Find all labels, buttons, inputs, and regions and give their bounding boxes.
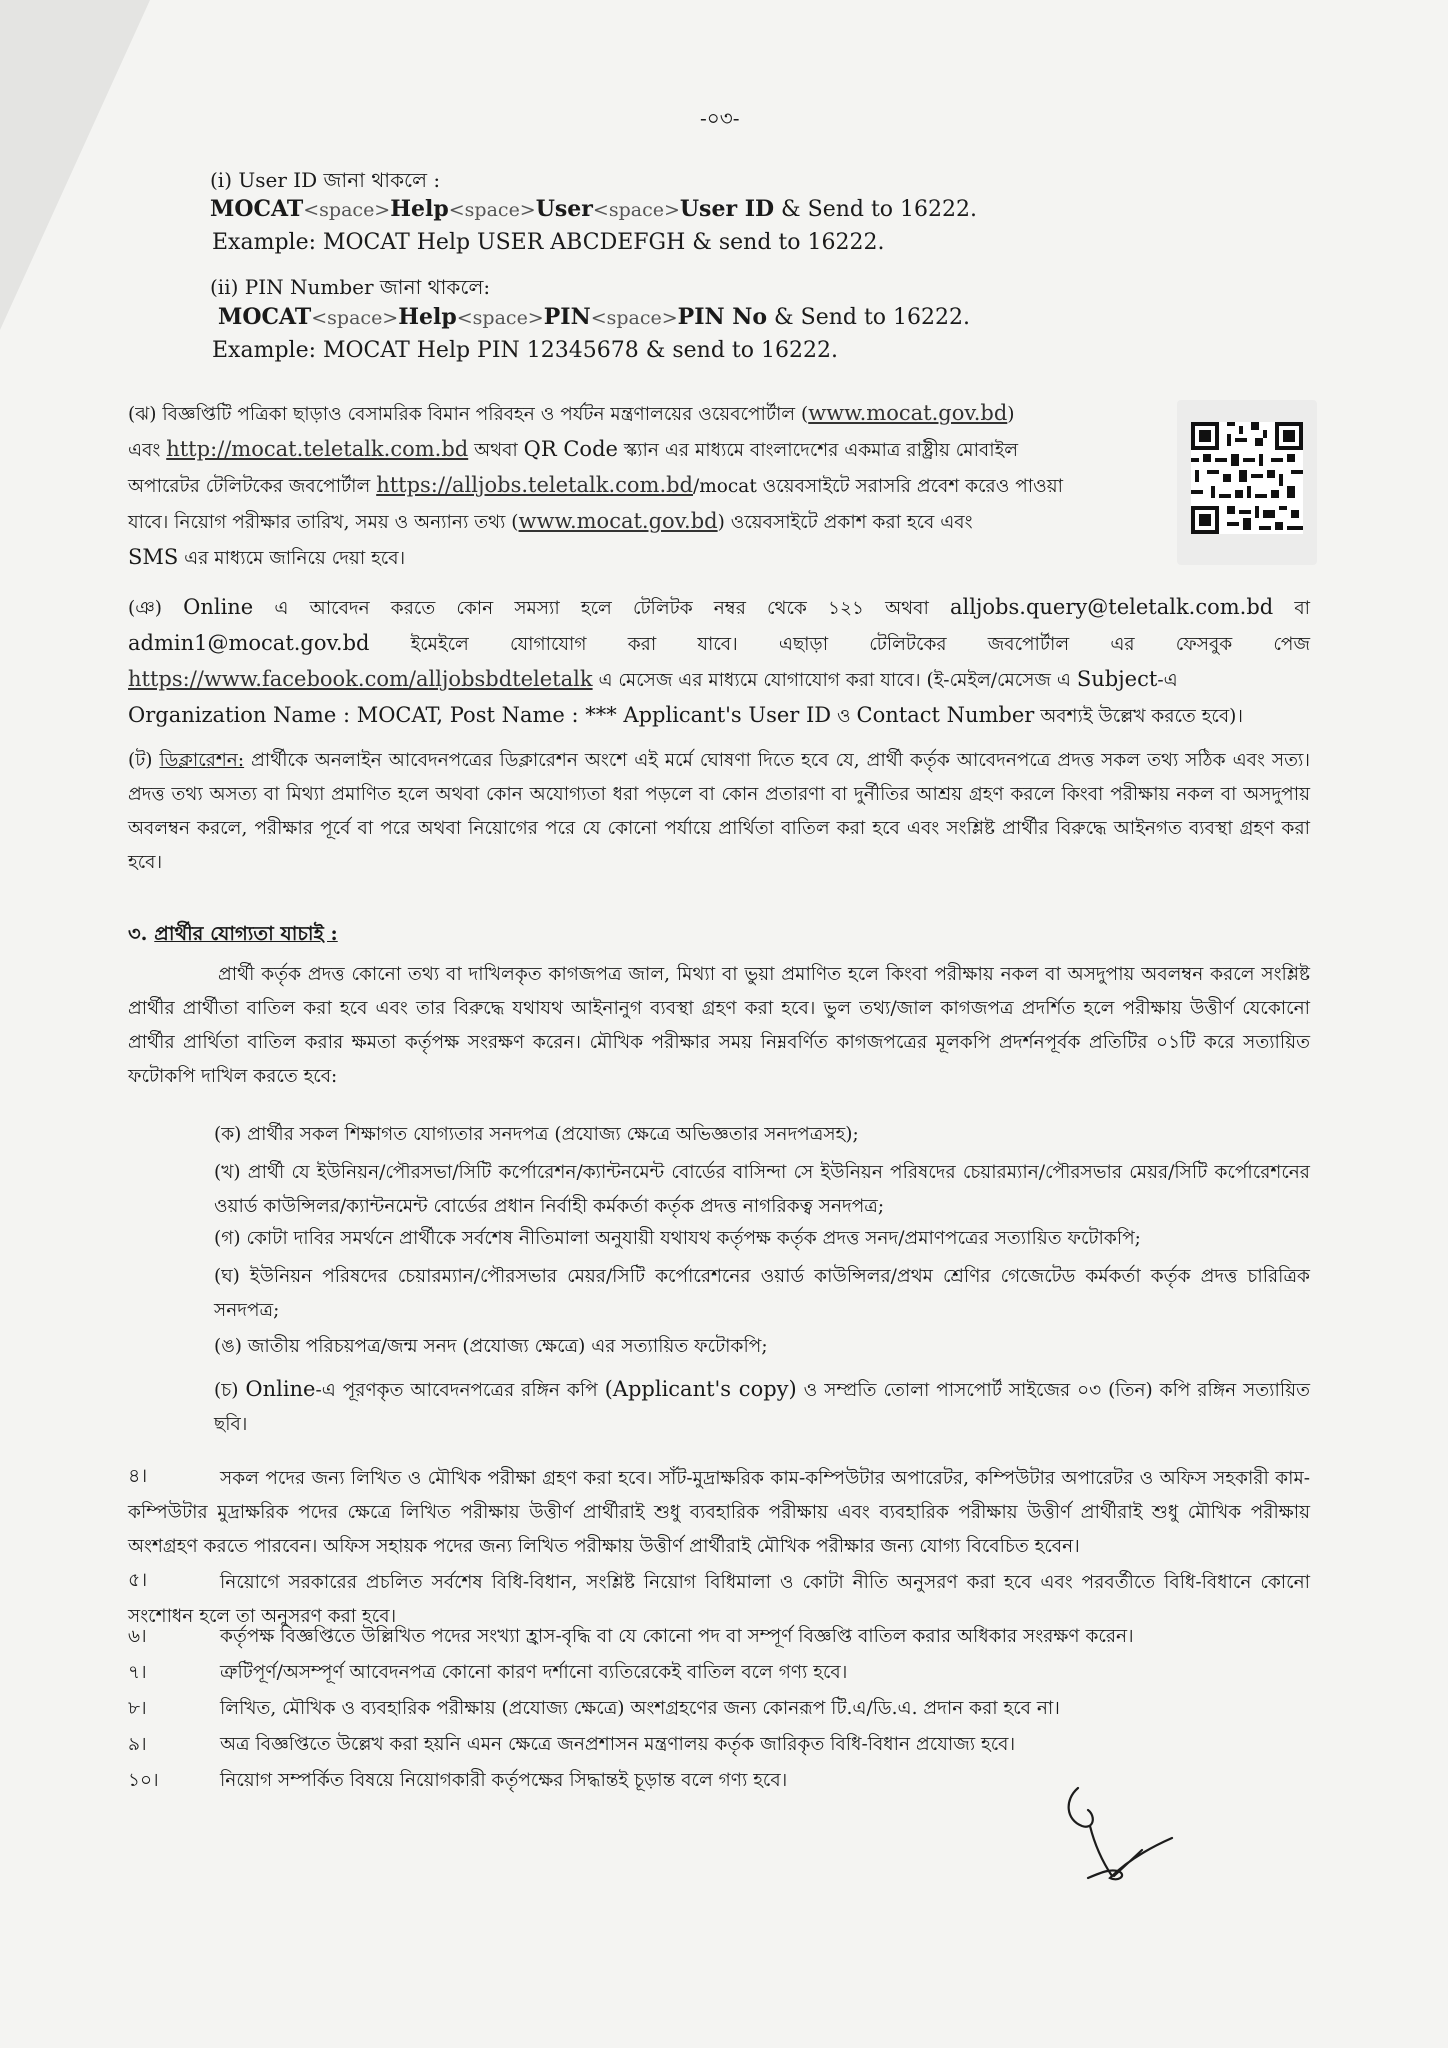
qr-code-icon — [1191, 422, 1303, 534]
mocat-admin-email[interactable]: admin1@mocat.gov.bd — [128, 631, 370, 655]
doc-item-gha: (ঘ) ইউনিয়ন পরিষদের চেয়ারম্যান/পৌরসভার মেয়র/সিটি কর্পোরেশনের ওয়ার্ড কাউন্সিলর/প্রথম শ্রেণির গেজেটেড কর্মকর্তা কর্তৃক প্রদত্ত চারিত্রিক সনদপত্র; — [214, 1266, 1310, 1321]
clause-4: ৪। সকল পদের জন্য লিখিত ও মৌখিক পরীক্ষা গ্রহণ করা হবে। সাঁট-মুদ্রাক্ষরিক কাম-কম্পিউটার অপারেটর, কম্পিউটার অপারেটর ও অফিস সহকারী কাম-কম্পিউটার মুদ্রাক্ষরিক পদের ক্ষেত্রে লিখিত পরীক্ষায় উত্তীর্ণ প্রার্থীরাই শুধু ব্যবহারিক পরীক্ষায় এবং ব্যবহারিক পরীক্ষায় উত্তীর্ণ প্রার্থীরাই শুধু মৌখিক পরীক্ষায় অংশগ্রহণ করতে পারবেন। অফিস সহায়ক পদের জন্য লিখিত পরীক্ষায় উত্তীর্ণ প্রার্থীরাই মৌখিক পরীক্ষার জন্য যোগ্য বিবেচিত হবেন। — [128, 1465, 1310, 1557]
page-number: -০৩- — [700, 106, 740, 130]
alljobs-teletalk-link[interactable]: https://alljobs.teletalk.com.bd — [376, 473, 694, 497]
userid-help-example: Example: MOCAT Help USER ABCDEFGH & send to 16222. — [212, 230, 885, 255]
clause-8: ৮। লিখিত, মৌখিক ও ব্যবহারিক পরীক্ষায় (প্রযোজ্য ক্ষেত্রে) অংশগ্রহণের জন্য কোনরূপ টি.এ/ডি.এ. প্রদান করা হবে না। — [128, 1698, 1060, 1719]
paragraph-nya: (ঞ) Online এ আবেদন করতে কোন সমস্যা হলে টেলিটক নম্বর থেকে ১২১ অথবা alljobs.query@teletalk.com.bd বা admin1@mocat.gov.bd ইমেইলে যোগাযোগ করা যাবে। এছাড়া টেলিটকের জবপোর্টাল এর ফেসবুক পেজ https://www.facebook.com/alljobsbdteletalk এ মেসেজ এর মাধ্যমে যোগাযোগ করা যাবে। (ই-মেইল/মেসেজ এ Subject-এ Organization Name : MOCAT, Post Name : *** Applicant's User ID ও Contact Number অবশ্যই উল্লেখ করতে হবে)। — [128, 595, 1311, 727]
pin-help-example: Example: MOCAT Help PIN 12345678 & send to 16222. — [212, 338, 838, 363]
mocat-teletalk-link[interactable]: http://mocat.teletalk.com.bd — [166, 437, 469, 461]
section-3-heading: ৩. প্রার্থীর যোগ্যতা যাচাই : — [128, 922, 338, 945]
paragraph-jha: (ঝ) বিজ্ঞপ্তিটি পত্রিকা ছাড়াও বেসামরিক বিমান পরিবহন ও পর্যটন মন্ত্রণালয়ের ওয়েবপোর্টাল (www.mocat.gov.bd) এবং http://mocat.teletalk.com.bd অথবা QR Code স্ক্যান এর মাধ্যমে বাংলাদেশের একমাত্র রাষ্ট্রীয় মোবাইল অপারেটর টেলিটকের জবপোর্টাল https://alljobs.teletalk.com.bd/mocat ওয়েবসাইটে সরাসরি প্রবেশ করেও পাওয়া যাবে। নিয়োগ পরীক্ষার তারিখ, সময় ও অন্যান্য তথ্য (www.mocat.gov.bd) ওয়েবসাইটে প্রকাশ করা হবে এবং SMS এর মাধ্যমে জানিয়ে দেয়া হবে। — [128, 401, 1064, 569]
clause-7: ৭। ত্রুটিপূর্ণ/অসম্পূর্ণ আবেদনপত্র কোনো কারণ দর্শানো ব্যতিরেকেই বাতিল বলে গণ্য হবে। — [128, 1662, 848, 1683]
pin-help-command: MOCAT<space>Help<space>PIN<space>PIN No & Send to 16222. — [218, 304, 971, 330]
clause-5: ৫। নিয়োগে সরকারের প্রচলিত সর্বশেষ বিধি-বিধান, সংশ্লিষ্ট নিয়োগ বিধিমালা ও কোটা নীতি অনুসরণ করা হবে এবং পরবর্তীতে বিধি-বিধানে কোনো সংশোধন হলে তা অনুসরণ করা হবে। — [128, 1569, 1310, 1627]
paragraph-ta-declaration: (ট) ডিক্লারেশন: প্রার্থীকে অনলাইন আবেদনপত্রের ডিক্লারেশন অংশে এই মর্মে ঘোষণা দিতে হবে যে, প্রার্থী কর্তৃক আবেদনপত্রে প্রদত্ত সকল তথ্য সঠিক এবং সত্য। প্রদত্ত তথ্য অসত্য বা মিথ্যা প্রমাণিত হলে অথবা কোন অযোগ্যতা ধরা পড়লে বা কোন প্রতারণা বা দুর্নীতির আশ্রয় গ্রহণ করলে কিংবা পরীক্ষায় নকল বা অসদুপায় অবলম্বন করলে, পরীক্ষার পূর্বে বা পরে অথবা নিয়োগের পরে যে কোনো পর্যায়ে প্রার্থিতা বাতিল করা হবে এবং সংশ্লিষ্ট প্রার্থীর বিরুদ্ধে আইনগত ব্যবস্থা গ্রহণ করা হবে। — [128, 750, 1310, 873]
facebook-page-link[interactable]: https://www.facebook.com/alljobsbdteletalk — [128, 667, 593, 691]
declaration-heading: ডিক্লারেশন: — [159, 750, 245, 771]
mocat-website-link[interactable]: www.mocat.gov.bd — [808, 401, 1008, 425]
clause-9: ৯। অত্র বিজ্ঞপ্তিতে উল্লেখ করা হয়নি এমন ক্ষেত্রে জনপ্রশাসন মন্ত্রণালয় কর্তৃক জারিকৃত বিধি-বিধান প্রযোজ্য হবে। — [128, 1734, 1016, 1755]
clause-6: ৬। কর্তৃপক্ষ বিজ্ঞপ্তিতে উল্লিখিত পদের সংখ্যা হ্রাস-বৃদ্ধি বা যে কোনো পদ বা সম্পূর্ণ বিজ্ঞপ্তি বাতিল করার অধিকার সংরক্ষণ করেন। — [128, 1626, 1134, 1647]
userid-help-title: (i) User ID জানা থাকলে : — [210, 168, 441, 192]
signature — [1060, 1780, 1190, 1890]
doc-item-ga: (গ) কোটা দাবির সমর্থনে প্রার্থীকে সর্বশেষ নীতিমালা অনুযায়ী যথাযথ কর্তৃপক্ষ কর্তৃক প্রদত্ত সনদ/প্রমাণপত্রের সত্যায়িত ফটোকপি; — [214, 1228, 1141, 1249]
qr-code — [1177, 400, 1317, 565]
section-3-intro: প্রার্থী কর্তৃক প্রদত্ত কোনো তথ্য বা দাখিলকৃত কাগজপত্র জাল, মিথ্যা বা ভুয়া প্রমাণিত হলে কিংবা পরীক্ষায় নকল বা অসদুপায় অবলম্বন করলে সংশ্লিষ্ট প্রার্থীর প্রার্থীতা বাতিল করা হবে এবং তার বিরুদ্ধে যথাযথ আইনানুগ ব্যবস্থা গ্রহণ করা হবে। ভুল তথ্য/জাল কাগজপত্র প্রদর্শিত হলে পরীক্ষায় উত্তীর্ণ যেকোনো প্রার্থীর প্রার্থিতা বাতিল করার ক্ষমতা কর্তৃপক্ষ সংরক্ষণ করেন। মৌখিক পরীক্ষার সময় নিম্নবর্ণিত কাগজপত্রের মূলকপি প্রদর্শনপূর্বক প্রতিটির ০১টি করে সত্যায়িত ফটোকপি দাখিল করতে হবে: — [128, 964, 1310, 1087]
doc-item-uma: (ঙ) জাতীয় পরিচয়পত্র/জন্ম সনদ (প্রযোজ্য ক্ষেত্রে) এর সত্যায়িত ফটোকপি; — [214, 1336, 768, 1357]
userid-help-command: MOCAT<space>Help<space>User<space>User ID & Send to 16222. — [210, 196, 978, 222]
alljobs-query-email[interactable]: alljobs.query@teletalk.com.bd — [949, 595, 1274, 619]
doc-item-cha: (চ) Online-এ পূরণকৃত আবেদনপত্রের রঙ্গিন কপি (Applicant's copy) ও সম্প্রতি তোলা পাসপোর্ট সাইজের ০৩ (তিন) কপি রঙ্গিন সত্যায়িত ছবি। — [214, 1377, 1310, 1435]
mocat-website-link-2[interactable]: www.mocat.gov.bd — [518, 509, 718, 533]
doc-item-ka: (ক) প্রার্থীর সকল শিক্ষাগত যোগ্যতার সনদপত্র (প্রযোজ্য ক্ষেত্রে অভিজ্ঞতার সনদপত্রসহ); — [214, 1124, 859, 1145]
pin-help-title: (ii) PIN Number জানা থাকলে: — [210, 275, 491, 299]
clause-10: ১০। নিয়োগ সম্পর্কিত বিষয়ে নিয়োগকারী কর্তৃপক্ষের সিদ্ধান্তই চূড়ান্ত বলে গণ্য হবে। — [128, 1770, 788, 1791]
page-fold-shadow — [0, 0, 150, 330]
doc-item-kha: (খ) প্রার্থী যে ইউনিয়ন/পৌরসভা/সিটি কর্পোরেশন/ক্যান্টনমেন্ট বোর্ডের বাসিন্দা সে ইউনিয়ন পরিষদের চেয়ারম্যান/পৌরসভার মেয়র/সিটি কর্পোরেশনের ওয়ার্ড কাউন্সিলর/ক্যান্টনমেন্ট বোর্ডের প্রধান নির্বাহী কর্মকর্তা কর্তৃক প্রদত্ত নাগরিকত্ব সনদপত্র; — [214, 1162, 1310, 1217]
